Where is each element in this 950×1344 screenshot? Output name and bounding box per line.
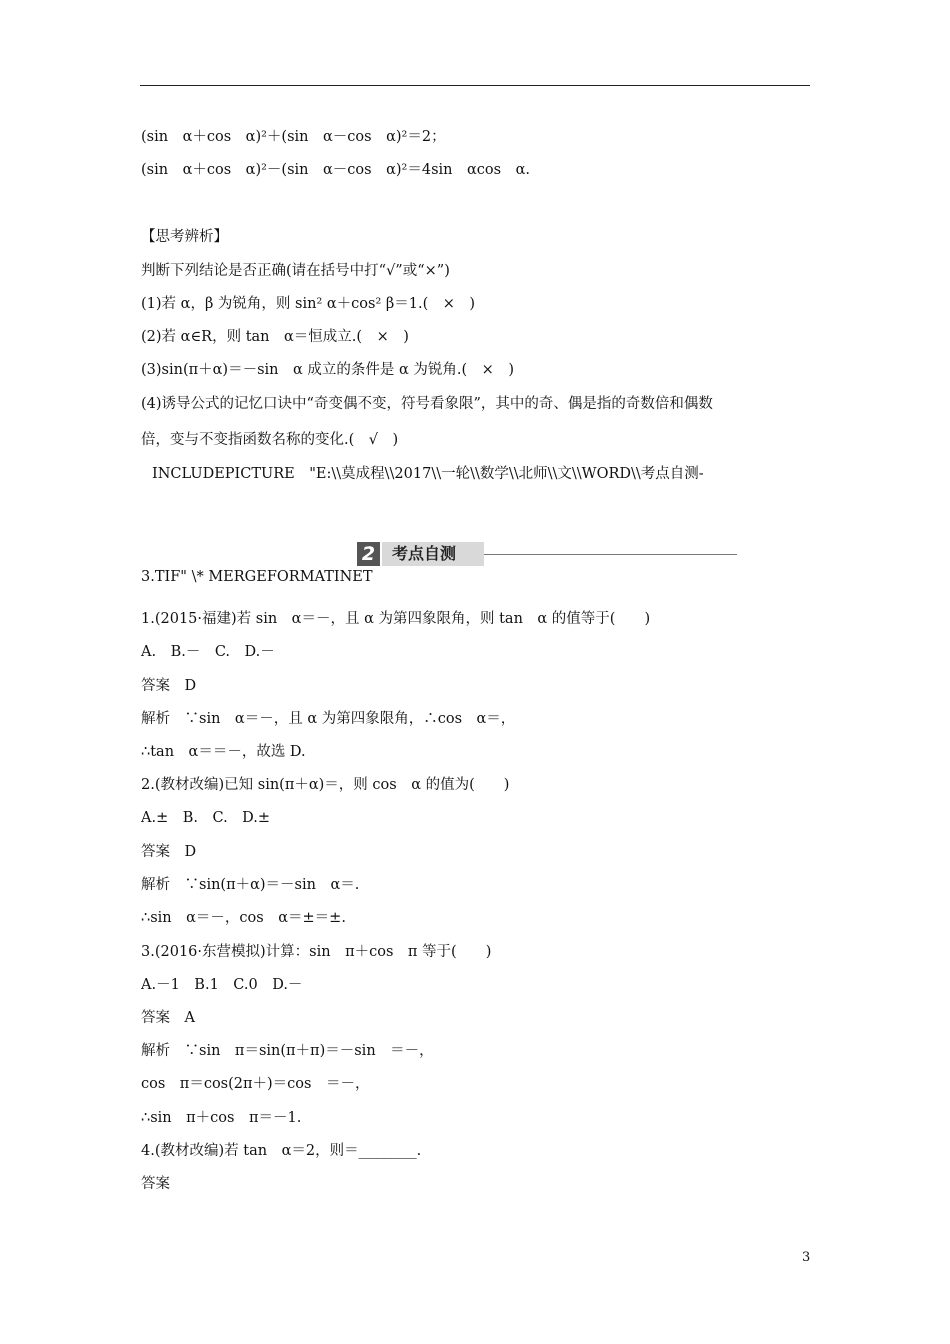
think-item-1: (1)若 α，β 为锐角，则 sin² α＋cos² β＝1.( × ) — [141, 296, 476, 312]
section-number-badge: 2 — [357, 542, 380, 566]
q2-stem: 2.(教材改编)已知 sin(π＋α)＝，则 cos α 的值为( ) — [141, 777, 510, 793]
think-item-2: (2)若 α∈R，则 tan α＝恒成立.( × ) — [141, 329, 409, 345]
q2-analysis-2: ∴sin α＝－，cos α＝±＝±. — [141, 910, 346, 926]
q2-options: A.± B. C. D.± — [141, 810, 271, 826]
q1-analysis-1: 解析 ∵sin α＝－，且 α 为第四象限角，∴cos α＝， — [141, 711, 516, 727]
identity-line-2: (sin α＋cos α)²－(sin α－cos α)²＝4sin αcos α. — [141, 162, 530, 178]
q1-analysis-2: ∴tan α＝＝－，故选 D. — [141, 744, 306, 760]
q3-options: A.－1 B.1 C.0 D.－ — [141, 977, 303, 993]
q3-analysis-2: cos π＝cos(2π＋)＝cos ＝－， — [141, 1076, 370, 1092]
q2-answer: 答案 D — [141, 844, 197, 860]
section-title: 考点自测 — [392, 544, 457, 563]
q3-analysis-3: ∴sin π＋cos π＝－1. — [141, 1110, 302, 1126]
page-number: 3 — [802, 1250, 811, 1265]
think-intro: 判断下列结论是否正确(请在括号中打“√”或“×”) — [141, 263, 450, 279]
q2-analysis-1: 解析 ∵sin(π＋α)＝－sin α＝. — [141, 877, 360, 893]
q4-answer: 答案 — [141, 1176, 170, 1192]
identity-line-1: (sin α＋cos α)²＋(sin α－cos α)²＝2； — [141, 129, 446, 145]
section-title-box — [382, 542, 484, 566]
think-item-4: (4)诱导公式的记忆口诀中“奇变偶不变，符号看象限”，其中的奇、偶是指的奇数倍和偶数 — [141, 396, 713, 412]
q3-answer: 答案 A — [141, 1010, 195, 1026]
q1-options: A. B.－ C. D.－ — [141, 644, 275, 660]
think-item-3: (3)sin(π＋α)＝－sin α 成立的条件是 α 为锐角.( × ) — [141, 362, 514, 378]
section-rule — [484, 554, 737, 555]
merge-format-field: 3.TIF" \* MERGEFORMATINET — [141, 569, 373, 585]
q1-stem: 1.(2015·福建)若 sin α＝－，且 α 为第四象限角，则 tan α 的值等于( ) — [141, 611, 651, 627]
section-banner — [357, 542, 737, 568]
q4-stem: 4.(教材改编)若 tan α＝2，则＝________. — [141, 1143, 422, 1159]
q1-answer: 答案 D — [141, 678, 197, 694]
think-heading: 【思考辨析】 — [141, 229, 228, 245]
header-rule — [140, 85, 810, 86]
include-picture-field: INCLUDEPICTURE "E:\\莫成程\\2017\\一轮\\数学\\北师\\文\\WORD\\考点自测- — [152, 466, 704, 482]
q3-stem: 3.(2016·东营模拟)计算：sin π＋cos π 等于( ) — [141, 944, 492, 960]
q3-analysis-1: 解析 ∵sin π＝sin(π＋π)＝－sin ＝－， — [141, 1043, 434, 1059]
think-item-4-cont: 倍，变与不变指函数名称的变化.( √ ) — [141, 432, 399, 448]
